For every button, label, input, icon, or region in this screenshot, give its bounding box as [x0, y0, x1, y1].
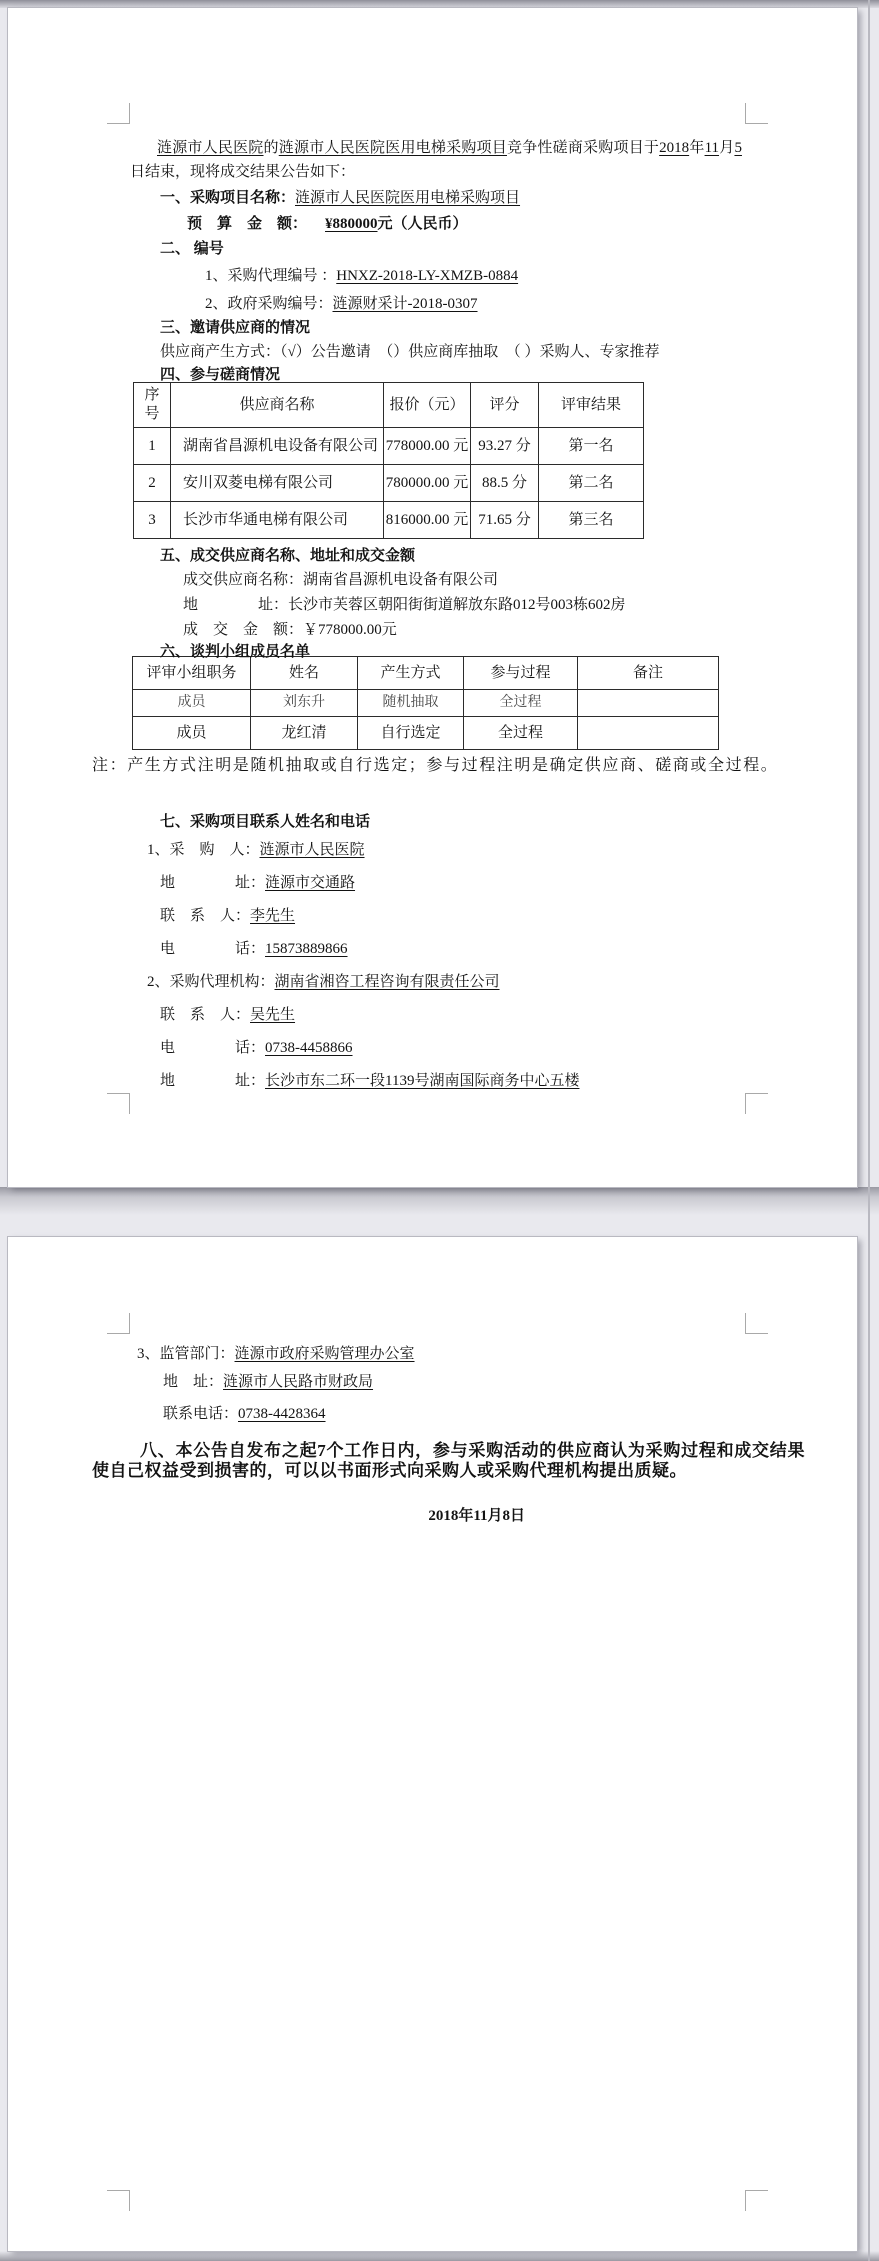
- crop-mark-bottom-right: [745, 2190, 768, 2211]
- panel-table-header-row: [133, 657, 719, 690]
- agency-phone-line: 电 话：0738-4458866: [160, 1040, 353, 1056]
- header-name: 姓名: [251, 657, 358, 690]
- page-1-content: [92, 125, 805, 1098]
- bid-table-header-row: [134, 383, 644, 428]
- cell-supplier: 安川双菱电梯有限公司: [171, 465, 384, 502]
- section-7-contacts: 七、采购项目联系人姓名和电话: [160, 814, 371, 830]
- section-4-negotiation: 四、参与磋商情况: [160, 367, 281, 383]
- header-seq: 序号: [134, 383, 171, 428]
- cell-method: 自行选定: [358, 717, 464, 750]
- cell-supplier: 湖南省昌源机电设备有限公司: [171, 428, 384, 465]
- supplier-selection-method: 供应商产生方式：（√）公告邀请 （）供应商库抽取 （ ）采购人、专家推荐: [160, 344, 660, 360]
- section-1-project-name: 一、采购项目名称：涟源市人民医院医用电梯采购项目: [160, 190, 521, 206]
- cell-result: 第一名: [539, 428, 644, 465]
- section-2-numbers: 二、 编号: [160, 241, 224, 257]
- cell-participation: 全过程: [464, 717, 578, 750]
- cell-result: 第二名: [539, 465, 644, 502]
- panel-table-row: [133, 717, 719, 750]
- section-8-objection-paragraph: 八、本公告自发布之起7个工作日内，参与采购活动的供应商认为采购过程和成交结果使自己权益受到损害的，可以以书面形式向采购人或采购代理机构提出质疑。: [92, 1441, 805, 1480]
- purchaser-contact-line: 联 系 人：李先生: [160, 908, 296, 924]
- cell-seq: 3: [134, 502, 171, 539]
- cell-name: 龙红清: [251, 717, 358, 750]
- cell-remark: [578, 717, 719, 750]
- cell-seq: 1: [134, 428, 171, 465]
- cell-result: 第三名: [539, 502, 644, 539]
- panel-member-table: [132, 656, 719, 750]
- table-footnote: 注：产生方式注明是随机抽取或自行选定；参与过程注明是确定供应商、磋商或全过程。: [92, 757, 779, 774]
- cell-price: 778000.00 元: [384, 428, 471, 465]
- cell-supplier: 长沙市华通电梯有限公司: [171, 502, 384, 539]
- crop-mark-top-right: [745, 103, 768, 124]
- purchaser-phone-line: 电 话：15873889866: [160, 941, 348, 957]
- header-method: 产生方式: [358, 657, 464, 690]
- bid-table-row: [134, 465, 644, 502]
- purchaser-address-line: 地 址：涟源市交通路: [160, 875, 356, 891]
- panel-table-row: [133, 690, 719, 717]
- agency-address-line: 地 址：长沙市东二环一段1139号湖南国际商务中心五楼: [160, 1073, 580, 1089]
- cell-role: 成员: [133, 690, 251, 717]
- page-2-content: [92, 1337, 805, 1526]
- header-panel-role: 评审小组职务: [133, 657, 251, 690]
- cell-name: 刘东升: [251, 690, 358, 717]
- page-gap: [0, 1187, 879, 1237]
- cell-participation: 全过程: [464, 690, 578, 717]
- supervisor-line: 3、监管部门：涟源市政府采购管理办公室: [137, 1346, 415, 1362]
- crop-mark-bottom-left: [107, 2190, 130, 2211]
- section-3-invitation: 三、邀请供应商的情况: [160, 320, 311, 336]
- cell-remark: [578, 690, 719, 717]
- bid-result-table: [133, 382, 644, 539]
- cell-score: 93.27 分: [471, 428, 539, 465]
- bid-table-row: [134, 428, 644, 465]
- viewer-right-edge: [868, 0, 870, 2261]
- header-result: 评审结果: [539, 383, 644, 428]
- winner-amount-line: 成 交 金 额：￥778000.00元: [183, 622, 397, 638]
- header-price: 报价（元）: [384, 383, 471, 428]
- header-score: 评分: [471, 383, 539, 428]
- cell-price: 816000.00 元: [384, 502, 471, 539]
- supervisor-address-line: 地 址：涟源市人民路市财政局: [163, 1374, 374, 1390]
- announcement-date: 2018年11月8日: [428, 1508, 525, 1524]
- page-1: [8, 8, 857, 1187]
- gov-number-line: 2、政府采购编号：涟源财采计-2018-0307: [205, 296, 478, 312]
- winner-address-line: 地 址：长沙市芙蓉区朝阳街街道解放东路012号003栋602房: [183, 597, 626, 613]
- cell-score: 71.65 分: [471, 502, 539, 539]
- crop-mark-top-left: [107, 103, 130, 124]
- page-2: [8, 1237, 857, 2251]
- bid-table-row: [134, 502, 644, 539]
- cell-price: 780000.00 元: [384, 465, 471, 502]
- viewer-top-shadow: [0, 0, 879, 8]
- header-remark: 备注: [578, 657, 719, 690]
- header-participation: 参与过程: [464, 657, 578, 690]
- crop-mark-top-left: [107, 1313, 130, 1334]
- crop-mark-top-right: [745, 1313, 768, 1334]
- cell-role: 成员: [133, 717, 251, 750]
- section-5-winner: 五、成交供应商名称、地址和成交金额: [160, 548, 416, 564]
- budget-line: 预 算 金 额： ¥880000元（人民币）: [187, 216, 468, 232]
- purchaser-line: 1、采 购 人：涟源市人民医院: [147, 842, 365, 858]
- winner-name-line: 成交供应商名称：湖南省昌源机电设备有限公司: [183, 572, 499, 588]
- section-6-panel: 六、谈判小组成员名单: [160, 644, 311, 660]
- viewer-bottom-shadow: [0, 2251, 879, 2261]
- intro-paragraph: 涟源市人民医院的涟源市人民医院医用电梯采购项目竞争性磋商采购项目于2018年11月5日结束，现将成交结果公告如下：: [130, 140, 742, 180]
- cell-score: 88.5 分: [471, 465, 539, 502]
- cell-method: 随机抽取: [358, 690, 464, 717]
- agency-number-line: 1、采购代理编号 ：HNXZ-2018-LY-XMZB-0884: [205, 268, 519, 284]
- agency-contact-line: 联 系 人：吴先生: [160, 1007, 296, 1023]
- cell-seq: 2: [134, 465, 171, 502]
- header-supplier: 供应商名称: [171, 383, 384, 428]
- supervisor-phone-line: 联系电话：0738-4428364: [163, 1406, 326, 1422]
- agency-line: 2、采购代理机构：湖南省湘咨工程咨询有限责任公司: [147, 974, 500, 990]
